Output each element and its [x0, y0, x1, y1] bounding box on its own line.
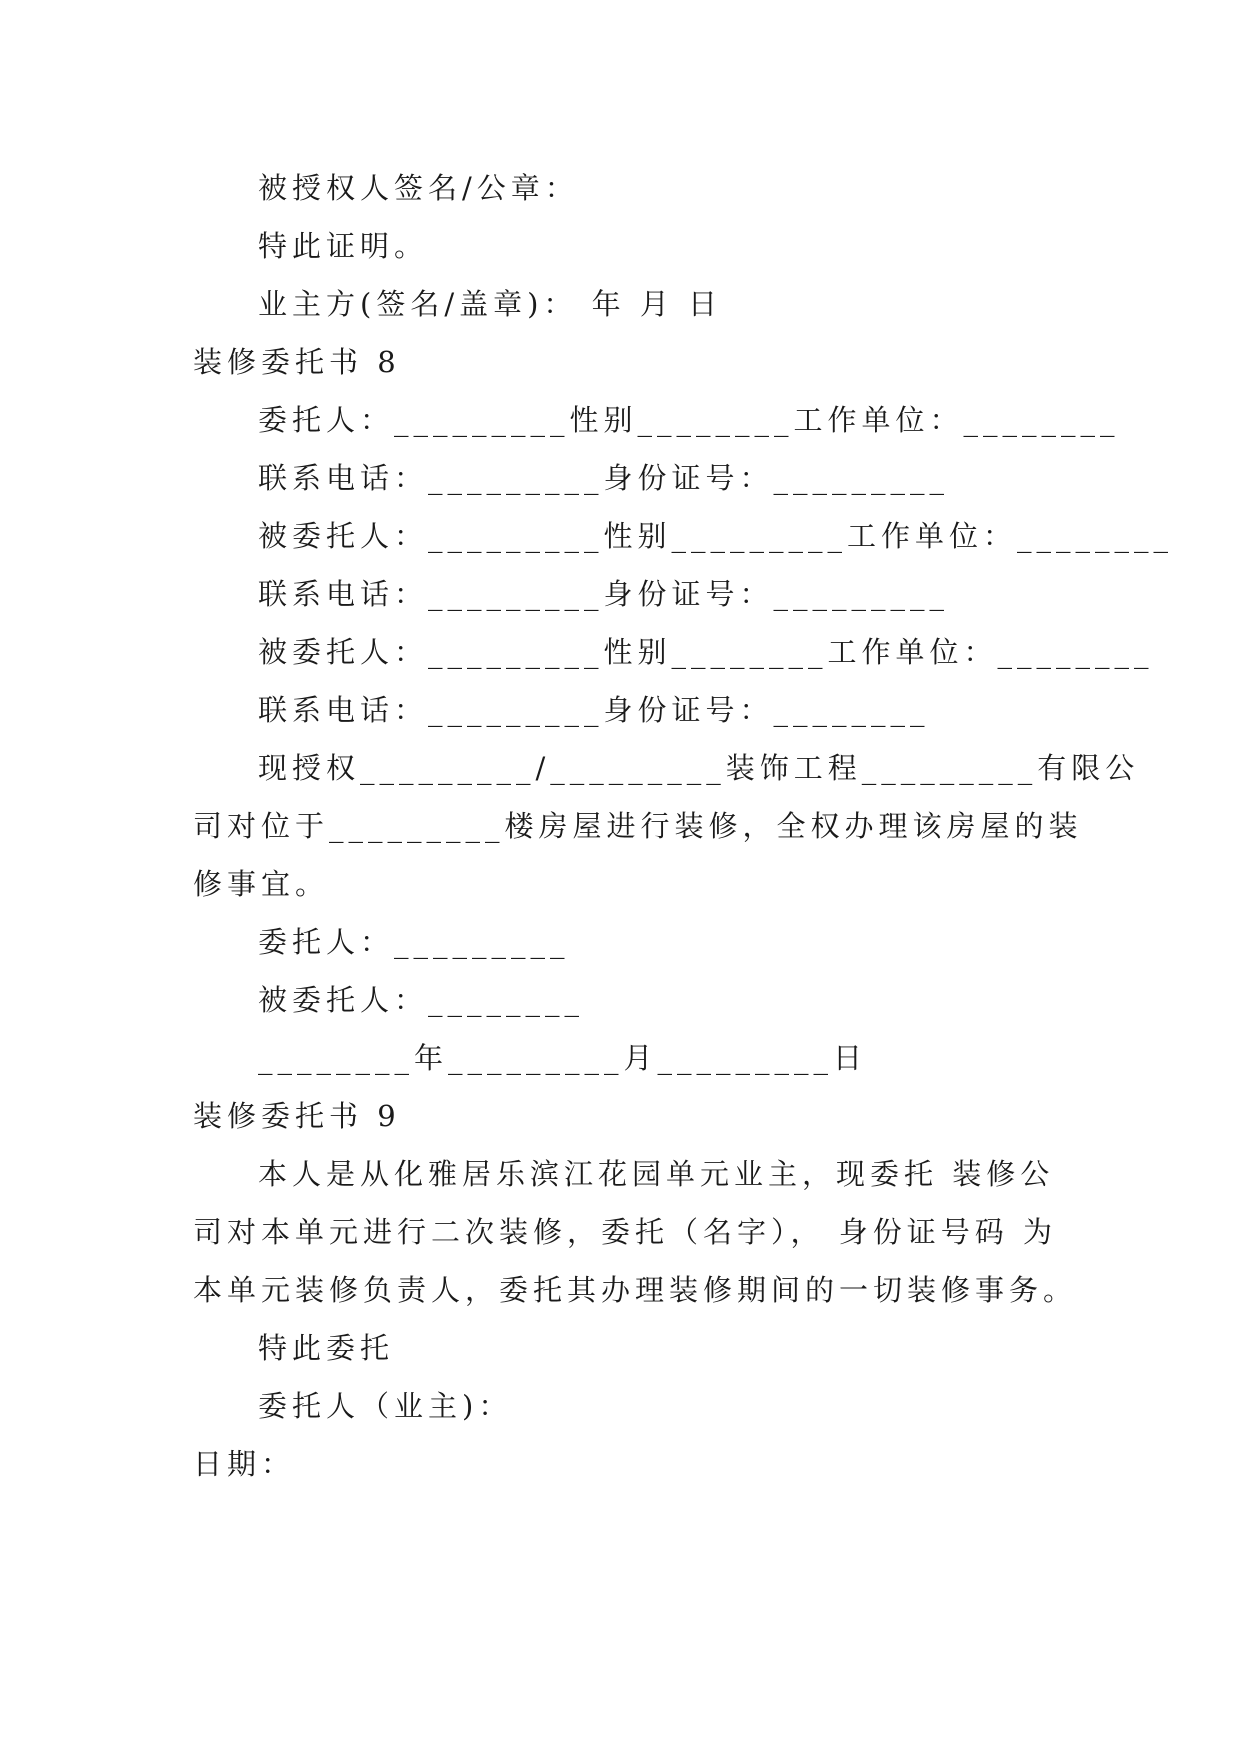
agent-signature-line: 被委托人：________: [258, 983, 585, 1017]
agent-info-line-2: 被委托人：_________性别________工作单位：________: [258, 635, 1154, 669]
entrust-paragraph-line-3: 本单元装修负责人，委托其办理装修期间的一切装修事务。: [193, 1273, 1078, 1307]
section-heading-8: 装修委托书 8: [193, 345, 401, 379]
entrust-paragraph-line-2: 司对本单元进行二次装修，委托（名字）， 身份证号码 为: [193, 1215, 1057, 1249]
principal-contact-line: 联系电话：_________身份证号：_________: [258, 461, 950, 495]
authorization-paragraph-line-2: 司对位于_________楼房屋进行装修，全权办理该房屋的装: [193, 809, 1083, 843]
section-heading-9: 装修委托书 9: [193, 1099, 401, 1133]
owner-principal-line: 委托人（业主)：: [258, 1389, 513, 1423]
certification-line: 特此证明。: [258, 229, 429, 263]
agent-contact-line-2: 联系电话：_________身份证号：________: [258, 693, 930, 727]
final-date-line: 日期：: [193, 1447, 296, 1481]
date-line: ________年_________月_________日: [258, 1041, 868, 1075]
entrust-paragraph-line-1: 本人是从化雅居乐滨江花园单元业主，现委托 装修公: [258, 1157, 1055, 1191]
agent-contact-line-1: 联系电话：_________身份证号：_________: [258, 577, 950, 611]
authorization-paragraph-line-1: 现授权_________/_________装饰工程_________有限公: [258, 751, 1140, 785]
owner-signature-date-line: 业主方(签名/盖章)： 年 月 日: [258, 287, 723, 321]
agent-info-line-1: 被委托人：_________性别_________工作单位：________: [258, 519, 1174, 553]
authorization-paragraph-line-3: 修事宜。: [193, 867, 330, 901]
grantee-signature-line: 被授权人签名/公章：: [258, 171, 579, 205]
entrust-closing-line: 特此委托: [258, 1331, 395, 1365]
principal-info-line: 委托人：_________性别________工作单位：________: [258, 403, 1120, 437]
principal-signature-line: 委托人：_________: [258, 925, 570, 959]
